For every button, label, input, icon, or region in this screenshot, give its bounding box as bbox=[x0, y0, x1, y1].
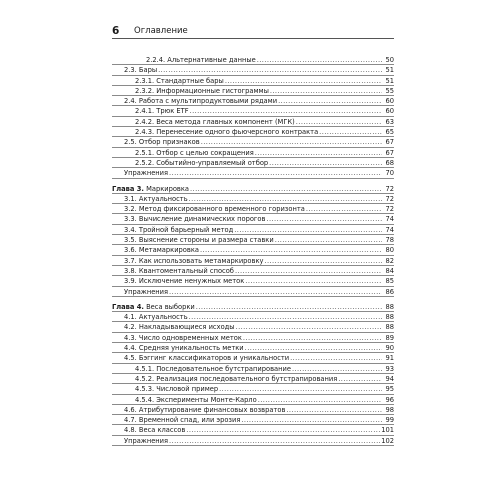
toc-page-number: 84 bbox=[385, 266, 394, 275]
toc-entry bbox=[112, 127, 394, 137]
toc-entry bbox=[112, 436, 394, 446]
toc-entry-text: 3.4. Тройной барьерный метод bbox=[124, 225, 234, 234]
toc-page-number: 67 bbox=[385, 138, 394, 147]
toc-entry-text: 3.9. Исключение ненужных меток bbox=[124, 277, 245, 286]
toc-entry bbox=[112, 276, 394, 286]
page-title: Оглавление bbox=[134, 26, 188, 36]
toc-entry-text: Веса выборки bbox=[146, 302, 195, 311]
toc-page-number: 93 bbox=[385, 364, 394, 373]
toc-page-number: 72 bbox=[385, 205, 394, 214]
toc-entry-text: 3.3. Вычисление динамических порогов bbox=[124, 215, 266, 224]
toc-entry bbox=[112, 65, 394, 75]
toc-entry-text: 3.2. Метод фиксированного временного горизонта bbox=[124, 205, 305, 214]
table-of-contents bbox=[112, 55, 394, 446]
toc-entry-text: 3.5. Выяснение стороны и размера ставки bbox=[124, 236, 274, 245]
toc-entry-text: 2.5.2. Событийно-управляемый отбор bbox=[135, 158, 269, 167]
toc-entry-text: Маркировка bbox=[146, 184, 190, 193]
toc-page-number: 65 bbox=[385, 128, 394, 137]
toc-entry bbox=[112, 322, 394, 332]
toc-entry-text: 2.5. Отбор признаков bbox=[124, 138, 200, 147]
toc-page-number: 68 bbox=[385, 158, 394, 167]
toc-page-number: 82 bbox=[385, 256, 394, 265]
toc-page-number: 89 bbox=[385, 333, 394, 342]
page-number: 6 bbox=[112, 25, 120, 37]
toc-page-number: 86 bbox=[385, 287, 394, 296]
toc-entry bbox=[112, 415, 394, 425]
toc-entry bbox=[112, 425, 394, 435]
toc-page-number: 78 bbox=[385, 236, 394, 245]
toc-entry-text: 2.3.1. Стандартные бары bbox=[135, 76, 224, 85]
toc-page-number: 88 bbox=[385, 302, 394, 311]
toc-entry-text: Упражнения bbox=[124, 436, 169, 445]
toc-entry-text: Упражнения bbox=[124, 287, 169, 296]
toc-entry bbox=[112, 245, 394, 255]
toc-entry-text: Упражнения bbox=[124, 169, 169, 178]
toc-entry bbox=[112, 137, 394, 147]
toc-entry bbox=[112, 117, 394, 127]
toc-page-number: 88 bbox=[385, 323, 394, 332]
toc-entry bbox=[112, 225, 394, 235]
toc-entry bbox=[112, 353, 394, 363]
row-divider bbox=[112, 178, 394, 179]
chapter-label: Глава 4. bbox=[112, 302, 144, 311]
toc-entry bbox=[112, 266, 394, 276]
toc-entry bbox=[112, 312, 394, 322]
toc-entry-text: 4.8. Веса классов bbox=[124, 426, 186, 435]
toc-page-number: 99 bbox=[385, 416, 394, 425]
toc-entry bbox=[112, 405, 394, 415]
toc-page-number: 50 bbox=[385, 56, 394, 64]
running-header bbox=[112, 22, 394, 39]
toc-page-number: 95 bbox=[385, 385, 394, 394]
toc-page-number: 102 bbox=[381, 436, 394, 445]
row-divider bbox=[112, 445, 394, 446]
toc-page-number: 96 bbox=[385, 395, 394, 404]
toc-entry bbox=[112, 55, 394, 65]
toc-entry-text: 2.5.1. Отбор с целью сокращения bbox=[135, 148, 254, 157]
toc-page-number: 98 bbox=[385, 405, 394, 414]
toc-entry bbox=[112, 256, 394, 266]
toc-entry bbox=[112, 96, 394, 106]
toc-entry bbox=[112, 204, 394, 214]
toc-entry-text: 4.5.4. Эксперименты Монте-Карло bbox=[135, 395, 257, 404]
toc-entry bbox=[112, 76, 394, 86]
toc-page-number: 60 bbox=[385, 97, 394, 106]
toc-entry bbox=[112, 364, 394, 374]
toc-page-number: 91 bbox=[385, 354, 394, 363]
toc-page-number: 51 bbox=[385, 66, 394, 75]
toc-entry-text: 4.1. Актуальность bbox=[124, 313, 188, 322]
toc-page-number: 74 bbox=[385, 225, 394, 234]
toc-entry-text: 3.1. Актуальность bbox=[124, 194, 188, 203]
toc-page-number: 55 bbox=[385, 86, 394, 95]
toc-entry bbox=[112, 168, 394, 178]
toc-entry bbox=[112, 287, 394, 297]
toc-page-number: 72 bbox=[385, 184, 394, 193]
toc-chapter-entry bbox=[112, 184, 394, 194]
toc-entry-text: 2.4.3. Перенесение одного фьючерсного контракта bbox=[135, 128, 319, 137]
toc-page-number: 80 bbox=[385, 246, 394, 255]
toc-page-number: 72 bbox=[385, 194, 394, 203]
toc-entry-text: 2.3.2. Информационные гистограммы bbox=[135, 86, 269, 95]
toc-entry-text: 3.8. Квантоментальный способ bbox=[124, 266, 234, 275]
toc-page-number: 63 bbox=[385, 117, 394, 126]
toc-page-number: 101 bbox=[381, 426, 394, 435]
toc-entry-text: 4.2. Накладывающиеся исходы bbox=[124, 323, 235, 332]
toc-page-number: 67 bbox=[385, 148, 394, 157]
toc-entry-text: 4.6. Атрибутирование финансовых возвратов bbox=[124, 405, 286, 414]
toc-page-number: 85 bbox=[385, 277, 394, 286]
toc-page-number: 51 bbox=[385, 76, 394, 85]
toc-page-number: 74 bbox=[385, 215, 394, 224]
toc-entry-text: 2.2.4. Альтернативные данные bbox=[146, 56, 256, 64]
toc-entry bbox=[112, 214, 394, 224]
toc-entry-text: 2.4.1. Трюк ETF bbox=[135, 107, 189, 116]
toc-entry bbox=[112, 148, 394, 158]
toc-entry bbox=[112, 235, 394, 245]
toc-entry bbox=[112, 343, 394, 353]
toc-page-number: 60 bbox=[385, 107, 394, 116]
row-divider bbox=[112, 296, 394, 297]
toc-entry bbox=[112, 194, 394, 204]
toc-entry-text: 4.5.3. Числовой пример bbox=[135, 385, 219, 394]
toc-entry bbox=[112, 86, 394, 96]
toc-page-number: 88 bbox=[385, 313, 394, 322]
toc-entry-text: 2.3. Бары bbox=[124, 66, 158, 75]
toc-entry bbox=[112, 395, 394, 405]
toc-chapter-entry bbox=[112, 302, 394, 312]
toc-entry bbox=[112, 333, 394, 343]
toc-entry-text: 2.4. Работа с мультипродуктовыми рядами bbox=[124, 97, 278, 106]
chapter-label: Глава 3. bbox=[112, 184, 144, 193]
toc-entry-text: 4.5. Бэггинг классификаторов и уникальности bbox=[124, 354, 290, 363]
toc-page-number: 70 bbox=[385, 169, 394, 178]
toc-entry bbox=[112, 374, 394, 384]
toc-entry bbox=[112, 158, 394, 168]
toc-entry-text: 4.4. Средняя уникальность метки bbox=[124, 344, 244, 353]
toc-entry-text: 4.7. Временной спад, или эрозия bbox=[124, 416, 241, 425]
toc-page-number: 90 bbox=[385, 344, 394, 353]
toc-entry-text: 4.3. Число одновременных меток bbox=[124, 333, 242, 342]
toc-entry-text: 3.7. Как использовать метамаркировку bbox=[124, 256, 264, 265]
toc-entry-text: 2.4.2. Веса метода главных компонент (МГК) bbox=[135, 117, 295, 126]
toc-entry bbox=[112, 384, 394, 394]
toc-page-number: 94 bbox=[385, 374, 394, 383]
toc-entry-text: 4.5.2. Реализация последовательного бутстрапирования bbox=[135, 374, 338, 383]
toc-entry-text: 4.5.1. Последовательное бутстрапирование bbox=[135, 364, 291, 373]
toc-entry-text: 3.6. Метамаркировка bbox=[124, 246, 199, 255]
toc-entry bbox=[112, 106, 394, 116]
